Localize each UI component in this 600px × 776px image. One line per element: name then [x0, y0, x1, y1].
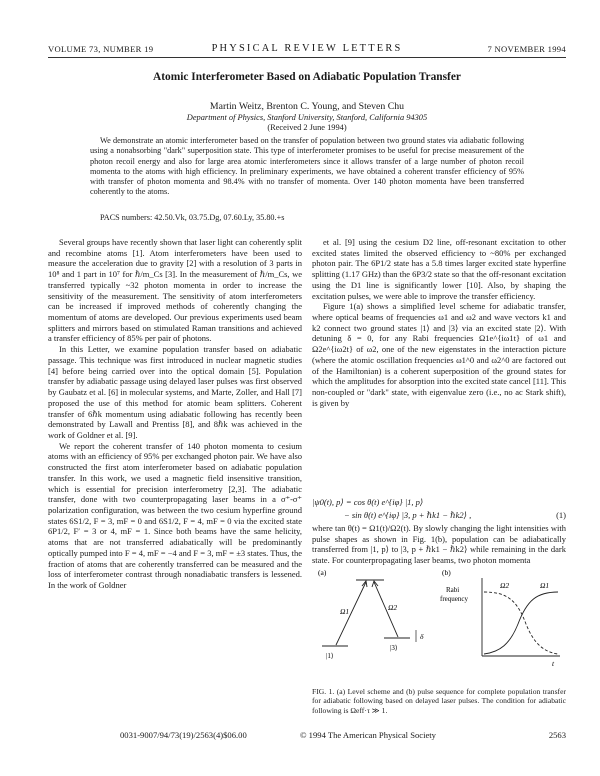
pulse-omega1-label: Ω1 [540, 581, 550, 590]
equation-number: (1) [556, 510, 566, 520]
body-paragraph: where tan θ(t) = Ω1(t)/Ω2(t). By slowly changing the light intensities with pulse shapes as shown in Fig. 1(b), population can be adiabatically transferred from |1, p⟩ to |3, p + ℏk1 − ℏk2⟩ while remaining in the dark state. For counterpropagating laser beams, two photon momenta [312, 523, 566, 566]
pulse-omega2-label: Ω2 [500, 581, 510, 590]
right-column-bottom [312, 523, 566, 566]
figure-panel-b-label: (b) [442, 568, 451, 577]
body-paragraph: Several groups have recently shown that laser light can coherently split and recombine atoms [1]. Atom interferometers have been used to measure the acceleration due to gravity [2] with a resolution of 3 parts in 10⁸ and 1 part in 10⁷ for ℏ/m_Cs [3]. In the measurement of ℏ/m_Cs, we transferred typically ~32 photon momenta in order to increase the sensitivity of the measurement. The sensitivity of atom interferometers can be increased if improved methods of coherently changing the momentum of atoms are developed. Our previous experiments used beam splitters and mirrors based on stimulated Raman transitions and achieved a transfer efficiency of 85% per pair of photons. [48, 237, 302, 344]
time-axis-label: t [552, 659, 555, 668]
rabi-axis-label: Rabi [446, 586, 460, 594]
omega2-label: Ω2 [388, 603, 398, 612]
equation-1-line-2 [312, 510, 566, 521]
issue-date: 7 NOVEMBER 1994 [487, 44, 566, 54]
body-paragraph: We report the coherent transfer of 140 photon momenta to cesium atoms with an efficiency of 95% per exchanged photon pair. We have also constructed the first atom interferometer based on adiabatic population transfer. In this work, we used a magnetic field insensitive transition, which is essential for precision interferometry [2,3]. The adiabatic transfer, done with two counterpropagating laser beams in a σ⁺-σ⁺ polarization configuration, was between the two cesium hyperfine ground states 6S1/2, F = 3, mF = 0 and 6S1/2, F = 4, mF = 0 via the excited state 6P1/2, F′ = 3 or 4, mF = 1. Since both beams have the same helicity, atoms that are not transferred adiabatically will be predominantly optically pumped into F = 4, mF = −4 and F = 3, mF = ±3 states. Thus, the fraction of atoms that are coherently transferred can be measured and the loss of interferometer contrast through nonadiabatic transfers is lessened. In the work of Goldner [48, 440, 302, 590]
volume-label: VOLUME 73, NUMBER 19 [48, 44, 154, 54]
body-paragraph: In this Letter, we examine population transfer based on adiabatic passage. This technique was first introduced in nuclear magnetic studies [4] before being carried over into the optical domain [5]. Population transfer by adiabatic passage using delayed laser pulses was first observed by Gaubatz et al. [6] in molecular systems, and Marte, Zoller, and Hall [7] proposed the use of this method for atomic beam splitters. Coherent transfer of 6ℏk momentum using adiabatic following has recently been demonstrated by Lawall and Prentiss [8], and 8ℏk was achieved in the work of Goldner et al. [9]. [48, 344, 302, 440]
omega2-pulse-curve [484, 592, 558, 654]
detuning-label: δ [420, 632, 424, 641]
abstract: We demonstrate an atomic interferometer based on the transfer of population between two ground states via adiabatic following using a nonabsorbing "dark" superposition state. This type of interferometer promises to be useful for precise measurement of the photon recoil energy and also for large area atomic interferometers since it allows transfer of a large number of photon recoil momenta to the atoms with high efficiency. In preliminary experiments, we have obtained a coherent transfer efficiency of 95% with transfer of photon momenta and 98.4% with no transfer of momenta. Over 140 photon momenta have been transferred coherently to the atoms. [90, 136, 524, 197]
paper-authors: Martin Weitz, Brenton C. Young, and Steven Chu [209, 101, 405, 112]
body-paragraph: et al. [9] using the cesium D2 line, off-resonant excitation to other excited states limited the observed efficiency to ~80% per exchanged photon pair. The 6P1/2 state has a 5.8 times larger excited state hyperfine splitting (1.17 GHz) than the 6P3/2 state so that the off-resonant excitation using the D1 line is significantly lower [10]. Also, by shaping the excitation pulses, we were able to improve the transfer efficiency. [312, 237, 566, 301]
state-3-label: |3⟩ [390, 644, 398, 652]
state-1-label: |1⟩ [326, 652, 334, 660]
frequency-axis-label: frequency [440, 595, 468, 603]
body-paragraph: Figure 1(a) shows a simplified level scheme for adiabatic transfer, where optical beams of frequencies ω1 and ω2 and wave vectors k1 and k2 connect two ground states |1⟩ and |3⟩ via an excited state |2⟩. With detuning δ = 0, for any Rabi frequencies Ω1e^{iω1t} of ω1 and Ω2e^{iω2t} of ω2, one of the new eigenstates in the interaction picture (where the atomic oscillation frequencies ω1^0 and ω2^0 are factored out of the Hamiltonian) is a coherent superposition of the ground states for which the amplitudes for absorption into the excited state cancel [11]. This non-coupled or "dark" state, with eigenvalue zero (i.e., no ac Stark shift), is given by [312, 301, 566, 408]
right-column-top [312, 237, 566, 409]
equation-1-line-1 [312, 497, 566, 508]
journal-name: PHYSICAL REVIEW LETTERS [211, 43, 403, 54]
header-rule [48, 57, 566, 58]
article-code: 0031-9007/94/73(19)/2563(4)$06.00 [120, 730, 247, 740]
copyright-notice: © 1994 The American Physical Society [300, 730, 436, 740]
received-date: (Received 2 June 1994) [267, 123, 347, 132]
omega1-pulse-curve [484, 592, 558, 654]
running-header [48, 44, 566, 58]
equation-text: |ψ0(t), p⟩ = cos θ(t) e^{iφ} |1, p⟩ [312, 497, 424, 507]
figure-1 [312, 566, 566, 680]
left-column [48, 237, 302, 591]
equation-text: − sin θ(t) e^{iφ} |3, p + ℏk1 − ℏk2⟩ , [344, 510, 472, 520]
figure-1-caption: FIG. 1. (a) Level scheme and (b) pulse sequence for complete population transfer for adiabatic following based on delayed laser pulses. The condition for adiabatic following is Ωeff·τ ≫ 1. [312, 687, 566, 715]
omega1-label: Ω1 [340, 607, 350, 616]
figure-panel-a-label: (a) [318, 568, 327, 577]
pacs-numbers: PACS numbers: 42.50.Vk, 03.75.Dg, 07.60.Ly, 35.80.+s [100, 213, 285, 222]
paper-title: Atomic Interferometer Based on Adiabatic Population Transfer [153, 71, 461, 83]
page-number: 2563 [548, 730, 566, 740]
author-affiliation: Department of Physics, Stanford University, Stanford, California 94305 [186, 113, 428, 122]
